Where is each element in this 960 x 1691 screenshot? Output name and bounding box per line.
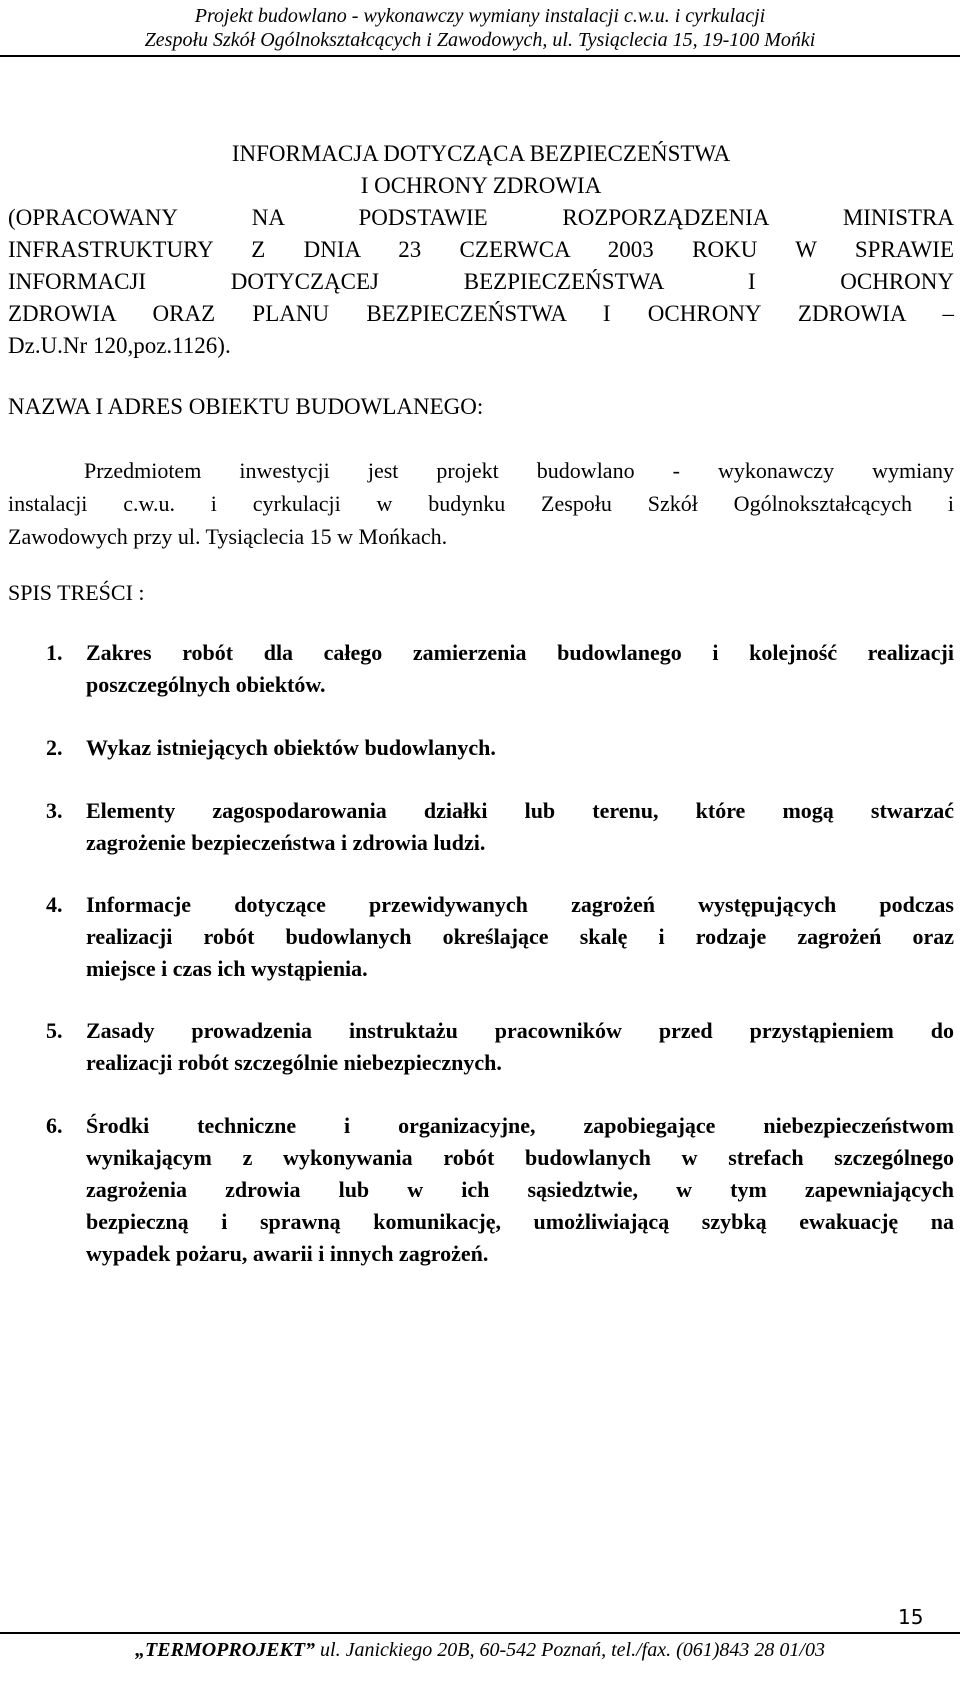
- toc-item-number: 1.: [46, 640, 63, 665]
- toc-item-line: wynikającym z wykonywania robót budowlanych w strefach szczególnego: [86, 1145, 954, 1170]
- toc-item-line: bezpieczną i sprawną komunikację, umożliwiającą szybką ewakuację na: [86, 1209, 954, 1234]
- toc-item-line: realizacji robót szczególnie niebezpiecznych.: [86, 1050, 502, 1075]
- title-body-line-1: (OPRACOWANY NA PODSTAWIE ROZPORZĄDZENIA MINISTRA: [8, 205, 954, 230]
- document-title-block: [8, 138, 954, 362]
- intro-line-1: Przedmiotem inwestycji jest projekt budowlano - wykonawczy wymiany: [84, 458, 954, 483]
- toc-item-line: Zakres robót dla całego zamierzenia budowlanego i kolejność realizacji: [86, 640, 954, 665]
- toc-item-line: wypadek pożaru, awarii i innych zagrożeń.: [86, 1241, 489, 1266]
- object-heading: NAZWA I ADRES OBIEKTU BUDOWLANEGO:: [8, 394, 484, 419]
- toc-item: [46, 795, 954, 859]
- toc-item-number: 5.: [46, 1018, 63, 1043]
- toc-item-line: realizacji robót budowlanych określające skalę i rodzaje zagrożeń oraz: [86, 924, 954, 949]
- toc-item-number: 2.: [46, 735, 63, 760]
- toc-item: [46, 889, 954, 985]
- document-title: [8, 138, 954, 202]
- toc-item: [46, 1110, 954, 1270]
- footer-divider: [0, 1632, 960, 1634]
- intro-line-2: instalacji c.w.u. i cyrkulacji w budynku Zespołu Szkół Ogólnokształcących i: [8, 491, 954, 516]
- title-line-1: INFORMACJA DOTYCZĄCA BEZPIECZEŃSTWA: [231, 141, 731, 166]
- toc-heading: SPIS TREŚCI :: [8, 580, 145, 605]
- title-body-last-line: Dz.U.Nr 120,poz.1126).: [8, 333, 231, 358]
- title-body-line-2: INFRASTRUKTURY Z DNIA 23 CZERWCA 2003 ROKU W SPRAWIE: [8, 237, 954, 262]
- toc-item: [46, 732, 954, 764]
- toc-item-line: Wykaz istniejących obiektów budowlanych.: [86, 735, 496, 760]
- toc-item-line: Zasady prowadzenia instruktażu pracowników przed przystąpieniem do: [86, 1018, 954, 1043]
- toc-item-line: Elementy zagospodarowania działki lub terenu, które mogą stwarzać: [86, 798, 954, 823]
- page-number: 15: [898, 1605, 924, 1629]
- title-body-line-4: ZDROWIA ORAZ PLANU BEZPIECZEŃSTWA I OCHRONY ZDROWIA –: [8, 301, 954, 326]
- title-line-2: I OCHRONY ZDROWIA: [360, 173, 602, 198]
- header-divider: [0, 55, 960, 57]
- intro-paragraph: [8, 454, 954, 553]
- toc-item-number: 4.: [46, 892, 63, 917]
- toc-item-line: zagrożenie bezpieczeństwa i zdrowia ludzi.: [86, 830, 486, 855]
- toc-item: [46, 1015, 954, 1079]
- title-body-line-3: INFORMACJI DOTYCZĄCEJ BEZPIECZEŃSTWA I OCHRONY: [8, 269, 954, 294]
- toc-item-line: poszczególnych obiektów.: [86, 672, 326, 697]
- page-footer: [0, 1638, 960, 1662]
- header-line-2: Zespołu Szkół Ogólnokształcących i Zawodowych, ul. Tysiąclecia 15, 19-100 Mońki: [144, 29, 816, 51]
- intro-line-3: Zawodowych przy ul. Tysiąclecia 15 w Mońkach.: [8, 524, 448, 549]
- toc-item-number: 6.: [46, 1113, 63, 1138]
- footer-address: ul. Janickiego 20B, 60-542 Poznań, tel./fax. (061)843 28 01/03: [315, 1639, 825, 1661]
- toc-item-line: zagrożenia zdrowia lub w ich sąsiedztwie, w tym zapewniających: [86, 1177, 954, 1202]
- page-header: [100, 4, 860, 52]
- toc-item: [46, 637, 954, 701]
- toc-item-line: miejsce i czas ich wystąpienia.: [86, 956, 368, 981]
- header-line-1: Projekt budowlano - wykonawczy wymiany instalacji c.w.u. i cyrkulacji: [194, 5, 766, 27]
- toc-item-line: Informacje dotyczące przewidywanych zagrożeń występujących podczas: [86, 892, 954, 917]
- toc-item-number: 3.: [46, 798, 63, 823]
- toc-item-line: Środki techniczne i organizacyjne, zapobiegające niebezpieczeństwom: [86, 1113, 954, 1138]
- footer-company: „TERMOPROJEKT”: [135, 1639, 316, 1661]
